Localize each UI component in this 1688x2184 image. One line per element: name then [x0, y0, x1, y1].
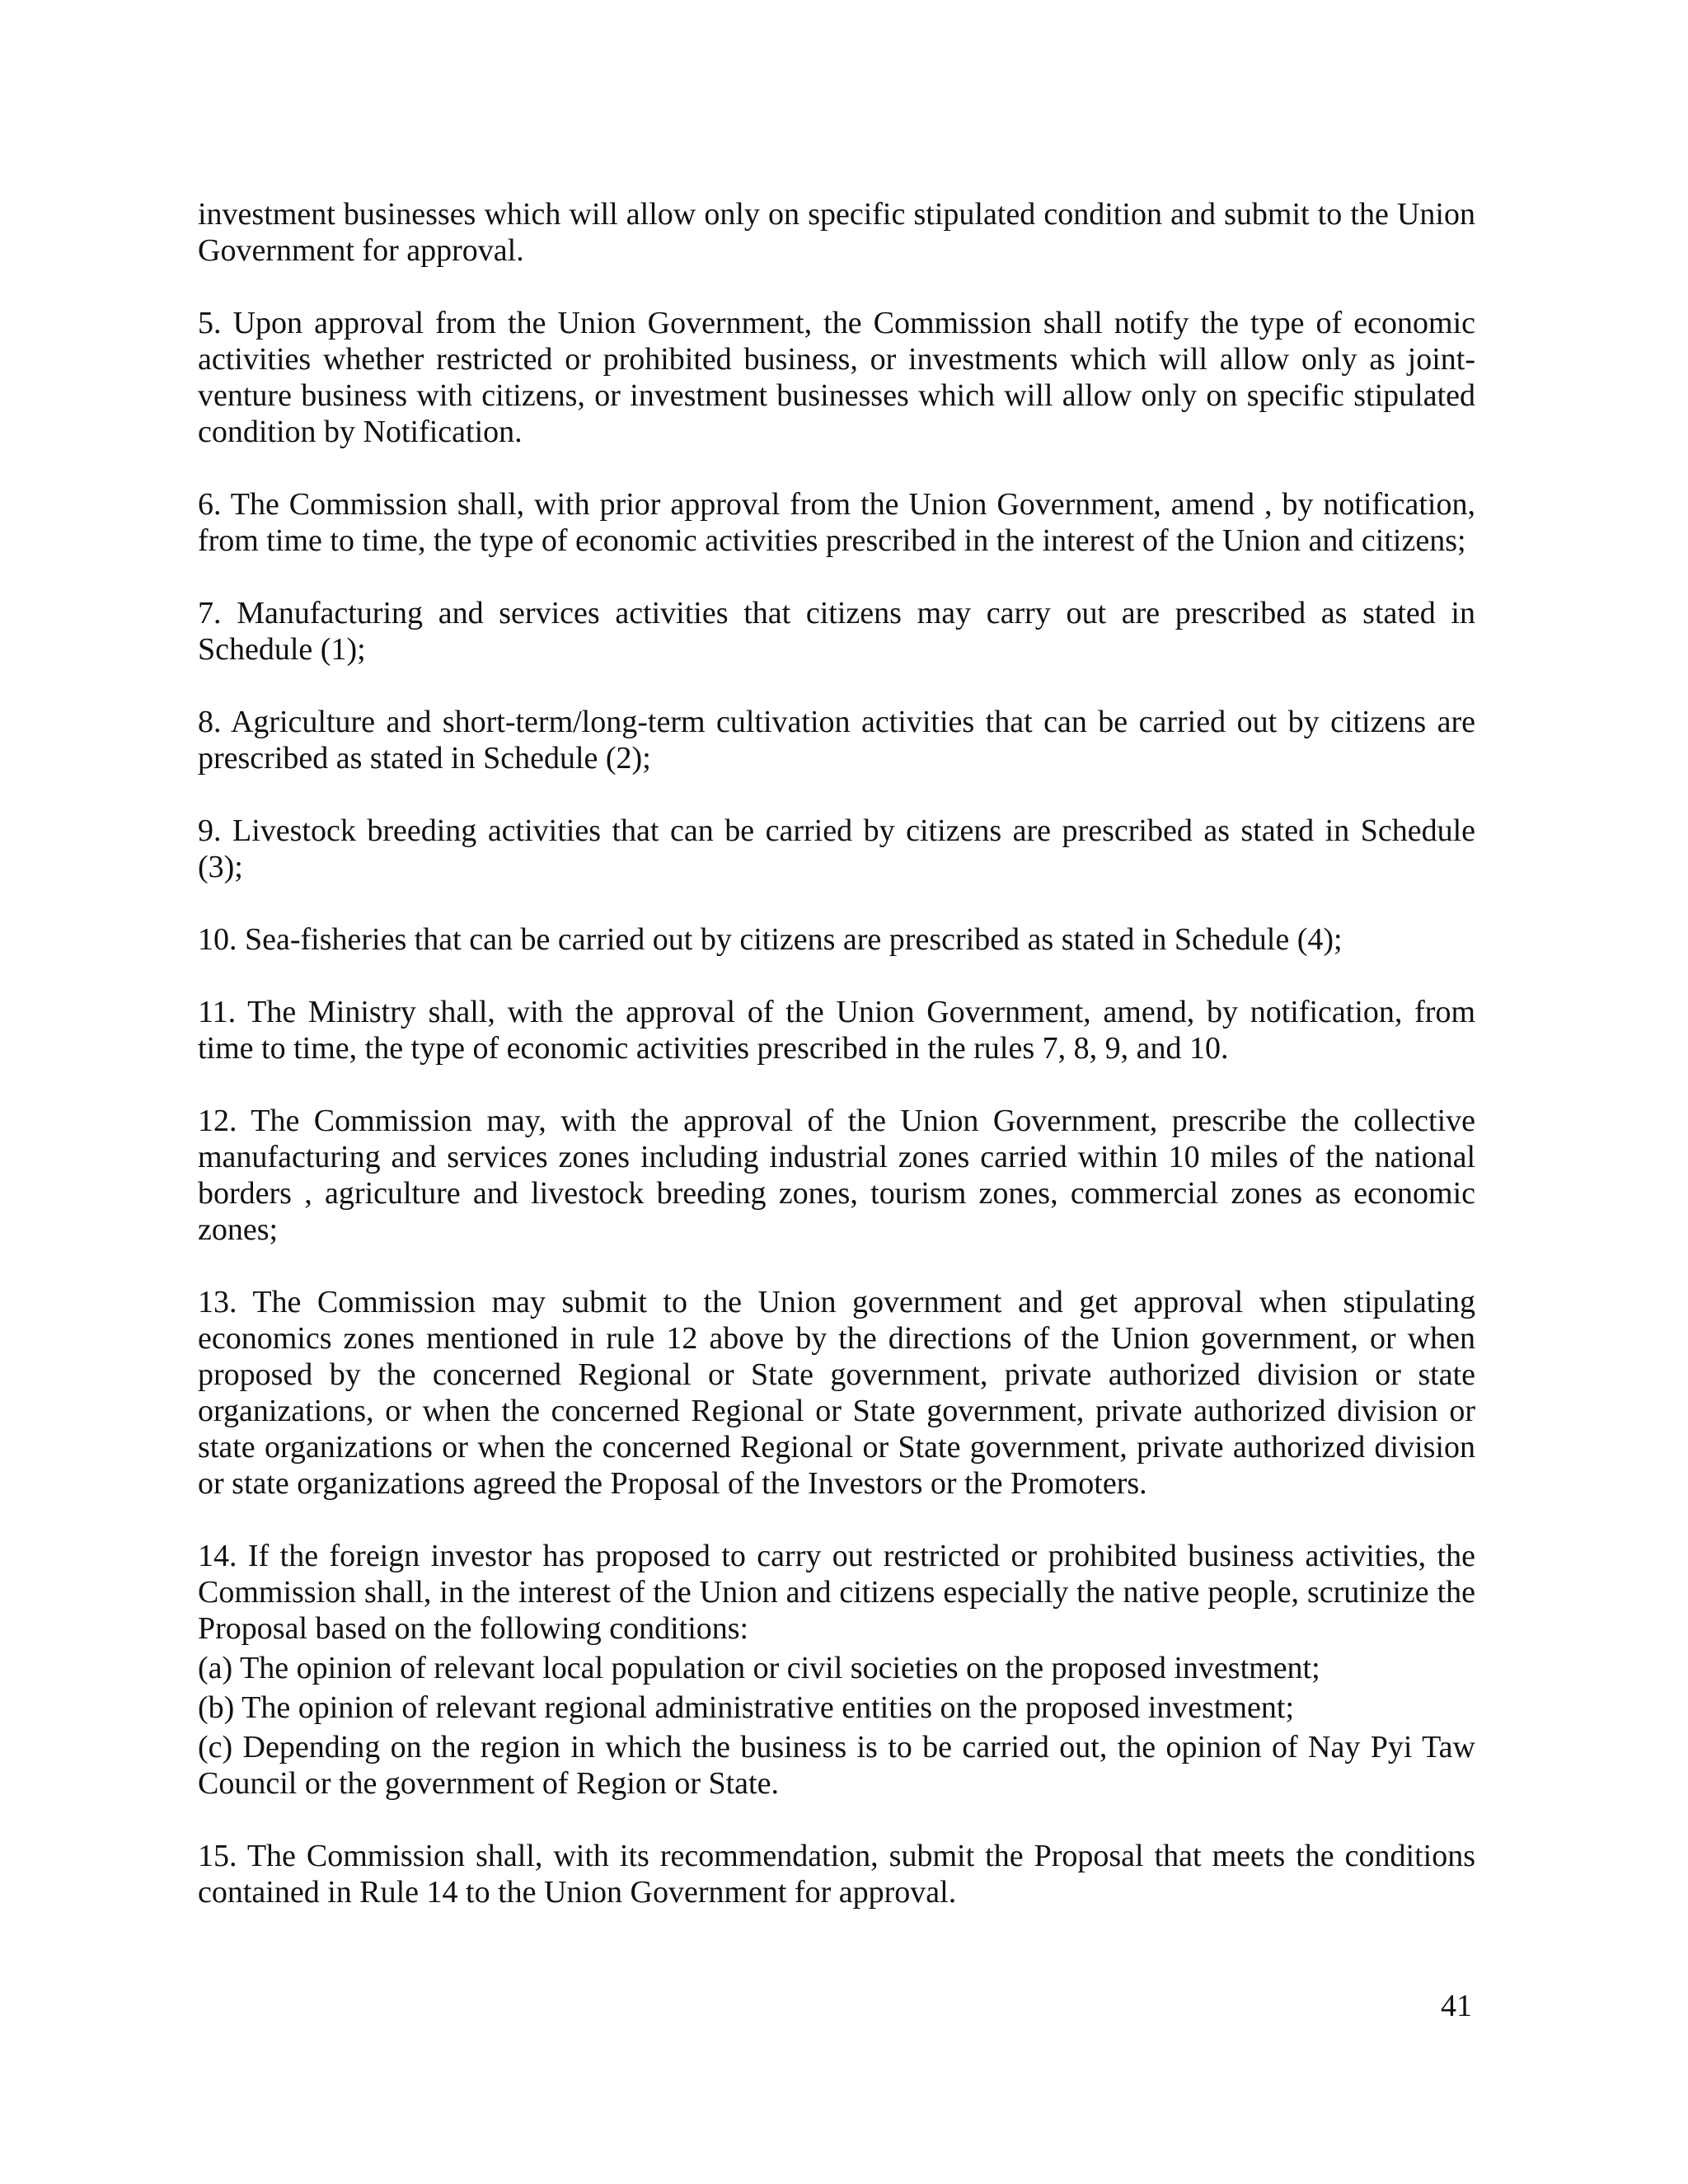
paragraph-rule-7: 7. Manufacturing and services activities that citizens may carry out are prescribed as stated in Schedule (1);	[198, 596, 1475, 667]
paragraph-continuation: investment businesses which will allow only on specific stipulated condition and submit to the Union Government for approval.	[198, 197, 1475, 268]
rule-14-condition-a: (a) The opinion of relevant local population or civil societies on the proposed investment;	[198, 1651, 1320, 1685]
paragraph-rule-12: 12. The Commission may, with the approval of the Union Government, prescribe the collective manufacturing and services zones including industrial zones carried within 10 miles of the national borders , agriculture and livestock breeding zones, tourism zones, commercial zones as economic zones;	[198, 1104, 1475, 1247]
paragraph-rule-11: 11. The Ministry shall, with the approval of the Union Government, amend, by notification, from time to time, the type of economic activities prescribed in the rules 7, 8, 9, and 10.	[198, 995, 1475, 1066]
paragraph-rule-8: 8. Agriculture and short-term/long-term cultivation activities that can be carried out by citizens are prescribed as stated in Schedule (2);	[198, 705, 1475, 776]
paragraph-rule-5: 5. Upon approval from the Union Government, the Commission shall notify the type of economic activities whether restricted or prohibited business, or investments which will allow only as joint-venture business with citizens, or investment businesses which will allow only on specific stipulated condition by Notification.	[198, 306, 1475, 449]
rule-14-condition-c: (c) Depending on the region in which the business is to be carried out, the opinion of Nay Pyi Taw Council or the government of Region or State.	[198, 1730, 1475, 1801]
paragraph-rule-6: 6. The Commission shall, with prior approval from the Union Government, amend , by notification, from time to time, the type of economic activities prescribed in the interest of the Union and citizens;	[198, 487, 1475, 558]
document-page	[198, 196, 1475, 1910]
paragraph-rule-10: 10. Sea-fisheries that can be carried out by citizens are prescribed as stated in Schedule (4);	[198, 922, 1343, 957]
paragraph-rule-14: 14. If the foreign investor has proposed to carry out restricted or prohibited business activities, the Commission shall, in the interest of the Union and citizens especially the native people, scrutinize the Proposal based on the following conditions:	[198, 1539, 1475, 1646]
page-number: 41	[1441, 1989, 1472, 2023]
paragraph-rule-15: 15. The Commission shall, with its recommendation, submit the Proposal that meets the conditions contained in Rule 14 to the Union Government for approval.	[198, 1839, 1475, 1910]
rule-14-block	[198, 1538, 1475, 1802]
rule-14-condition-b: (b) The opinion of relevant regional administrative entities on the proposed investment;	[198, 1690, 1295, 1725]
paragraph-rule-13: 13. The Commission may submit to the Union government and get approval when stipulating economics zones mentioned in rule 12 above by the directions of the Union government, or when proposed by the concerned Regional or State government, private authorized division or state organizations, or when the concerned Regional or State government, private authorized division or state organizations or when the concerned Regional or State government, private authorized division or state organizations agreed the Proposal of the Investors or the Promoters.	[198, 1285, 1475, 1501]
paragraph-rule-9: 9. Livestock breeding activities that can be carried by citizens are prescribed as stated in Schedule (3);	[198, 813, 1475, 884]
